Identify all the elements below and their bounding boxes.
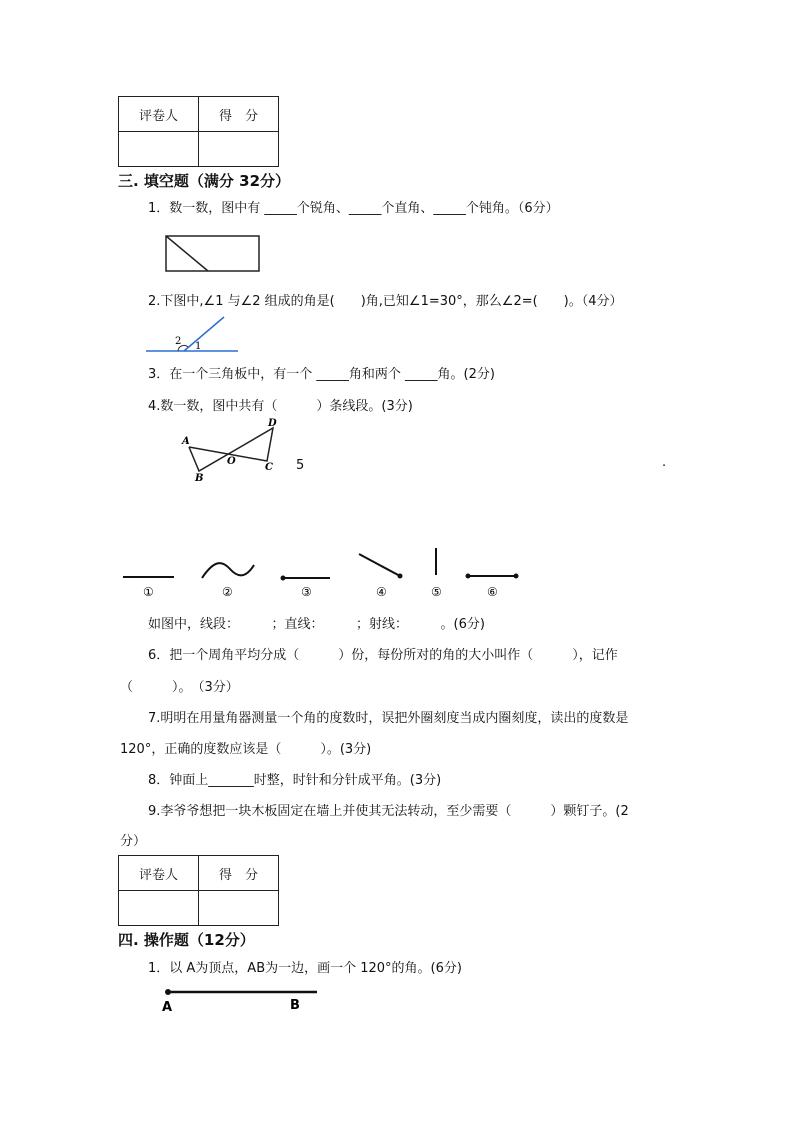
q1-rectangle (166, 236, 259, 271)
question-8: 8．钟面上_______时整，时针和分针成平角。(3分) (148, 773, 442, 788)
question-9-line2: 分） (120, 834, 147, 849)
q5-fig6-dot-left (466, 574, 471, 579)
ab-segment-figure (160, 985, 325, 1015)
q4-label-d: D (268, 418, 277, 429)
question-3: 3．在一个三角板中，有一个 _____角和两个 _____角。(2分) (148, 367, 495, 382)
score-table-1 (118, 96, 279, 167)
q4-label-o: O (227, 456, 236, 467)
q5-label-6: ⑥ (487, 585, 498, 599)
q2-ray (184, 317, 224, 351)
score-cell[interactable] (199, 891, 279, 926)
q1-diagonal (166, 236, 208, 271)
q2-angle-figure (146, 316, 241, 356)
q5-fig2-curve (202, 563, 254, 578)
score-cell[interactable] (199, 132, 279, 167)
grader-label: 评卷人 (119, 856, 199, 891)
q1-rectangle-figure (165, 235, 261, 273)
q4-label-b: B (195, 473, 204, 484)
q5-label-4: ④ (376, 585, 387, 599)
grader-cell[interactable] (119, 891, 199, 926)
section3-title: 三. 填空题（满分 32分） (118, 172, 291, 190)
q5-label-1: ① (143, 585, 154, 599)
q5-fig4-dot (398, 574, 403, 579)
q5-fig4-line (359, 554, 400, 576)
question-5-dot: . (662, 455, 667, 470)
q2-label-2: 2 (175, 336, 182, 347)
q4-label-a: A (182, 436, 190, 447)
score-table-2 (118, 855, 279, 926)
q5-fig6-dot-right (514, 574, 519, 579)
grader-cell[interactable] (119, 132, 199, 167)
label-a: A (162, 1000, 173, 1015)
grader-label: 评卷人 (119, 97, 199, 132)
q5-label-5: ⑤ (431, 585, 442, 599)
question-4: 4.数一数，图中共有（ ）条线段。(3分) (148, 399, 413, 414)
question-9-line1: 9.李爷爷想把一块木板固定在墙上并使其无法转动，至少需要（ ）颗钉子。(2 (148, 804, 629, 819)
label-b: B (290, 998, 300, 1013)
section4-question-1: 1．以 A为顶点，AB为一边，画一个 120°的角。(6分) (148, 961, 462, 976)
q5-fig3-dot (281, 576, 286, 581)
score-label: 得 分 (199, 856, 279, 891)
question-7-line2: 120°，正确的度数应该是（ ）。(3分) (120, 742, 372, 757)
question-5-text: 如图中，线段： ；直线： ；射线： 。(6分) (148, 617, 485, 632)
q2-label-1: 1 (195, 341, 202, 352)
question-7-line1: 7.明明在用量角器测量一个角的度数时，误把外圈刻度当成内圈刻度，读出的度数是 (148, 711, 629, 726)
question-1: 1．数一数，图中有 _____个锐角、_____个直角、_____个钝角。（6分） (148, 201, 559, 216)
q5-label-3: ③ (301, 585, 312, 599)
q5-lines-figure (118, 545, 528, 600)
score-label: 得 分 (199, 97, 279, 132)
point-a (165, 989, 171, 995)
q4-segments-figure (178, 418, 288, 488)
question-2: 2.下图中,∠1 与∠2 组成的角是( )角,已知∠1=30°，那么∠2=( )。（4分） (148, 294, 623, 309)
section4-title: 四. 操作题（12分） (118, 931, 255, 949)
q5-label-2: ② (222, 585, 233, 599)
question-6-line1: 6．把一个周角平均分成（ ）份，每份所对的角的大小叫作（ ），记作 (148, 648, 618, 663)
question-5-number: 5 (296, 458, 305, 473)
question-6-line2: （ ）。 （3分） (120, 680, 239, 695)
q4-label-c: C (265, 462, 273, 473)
